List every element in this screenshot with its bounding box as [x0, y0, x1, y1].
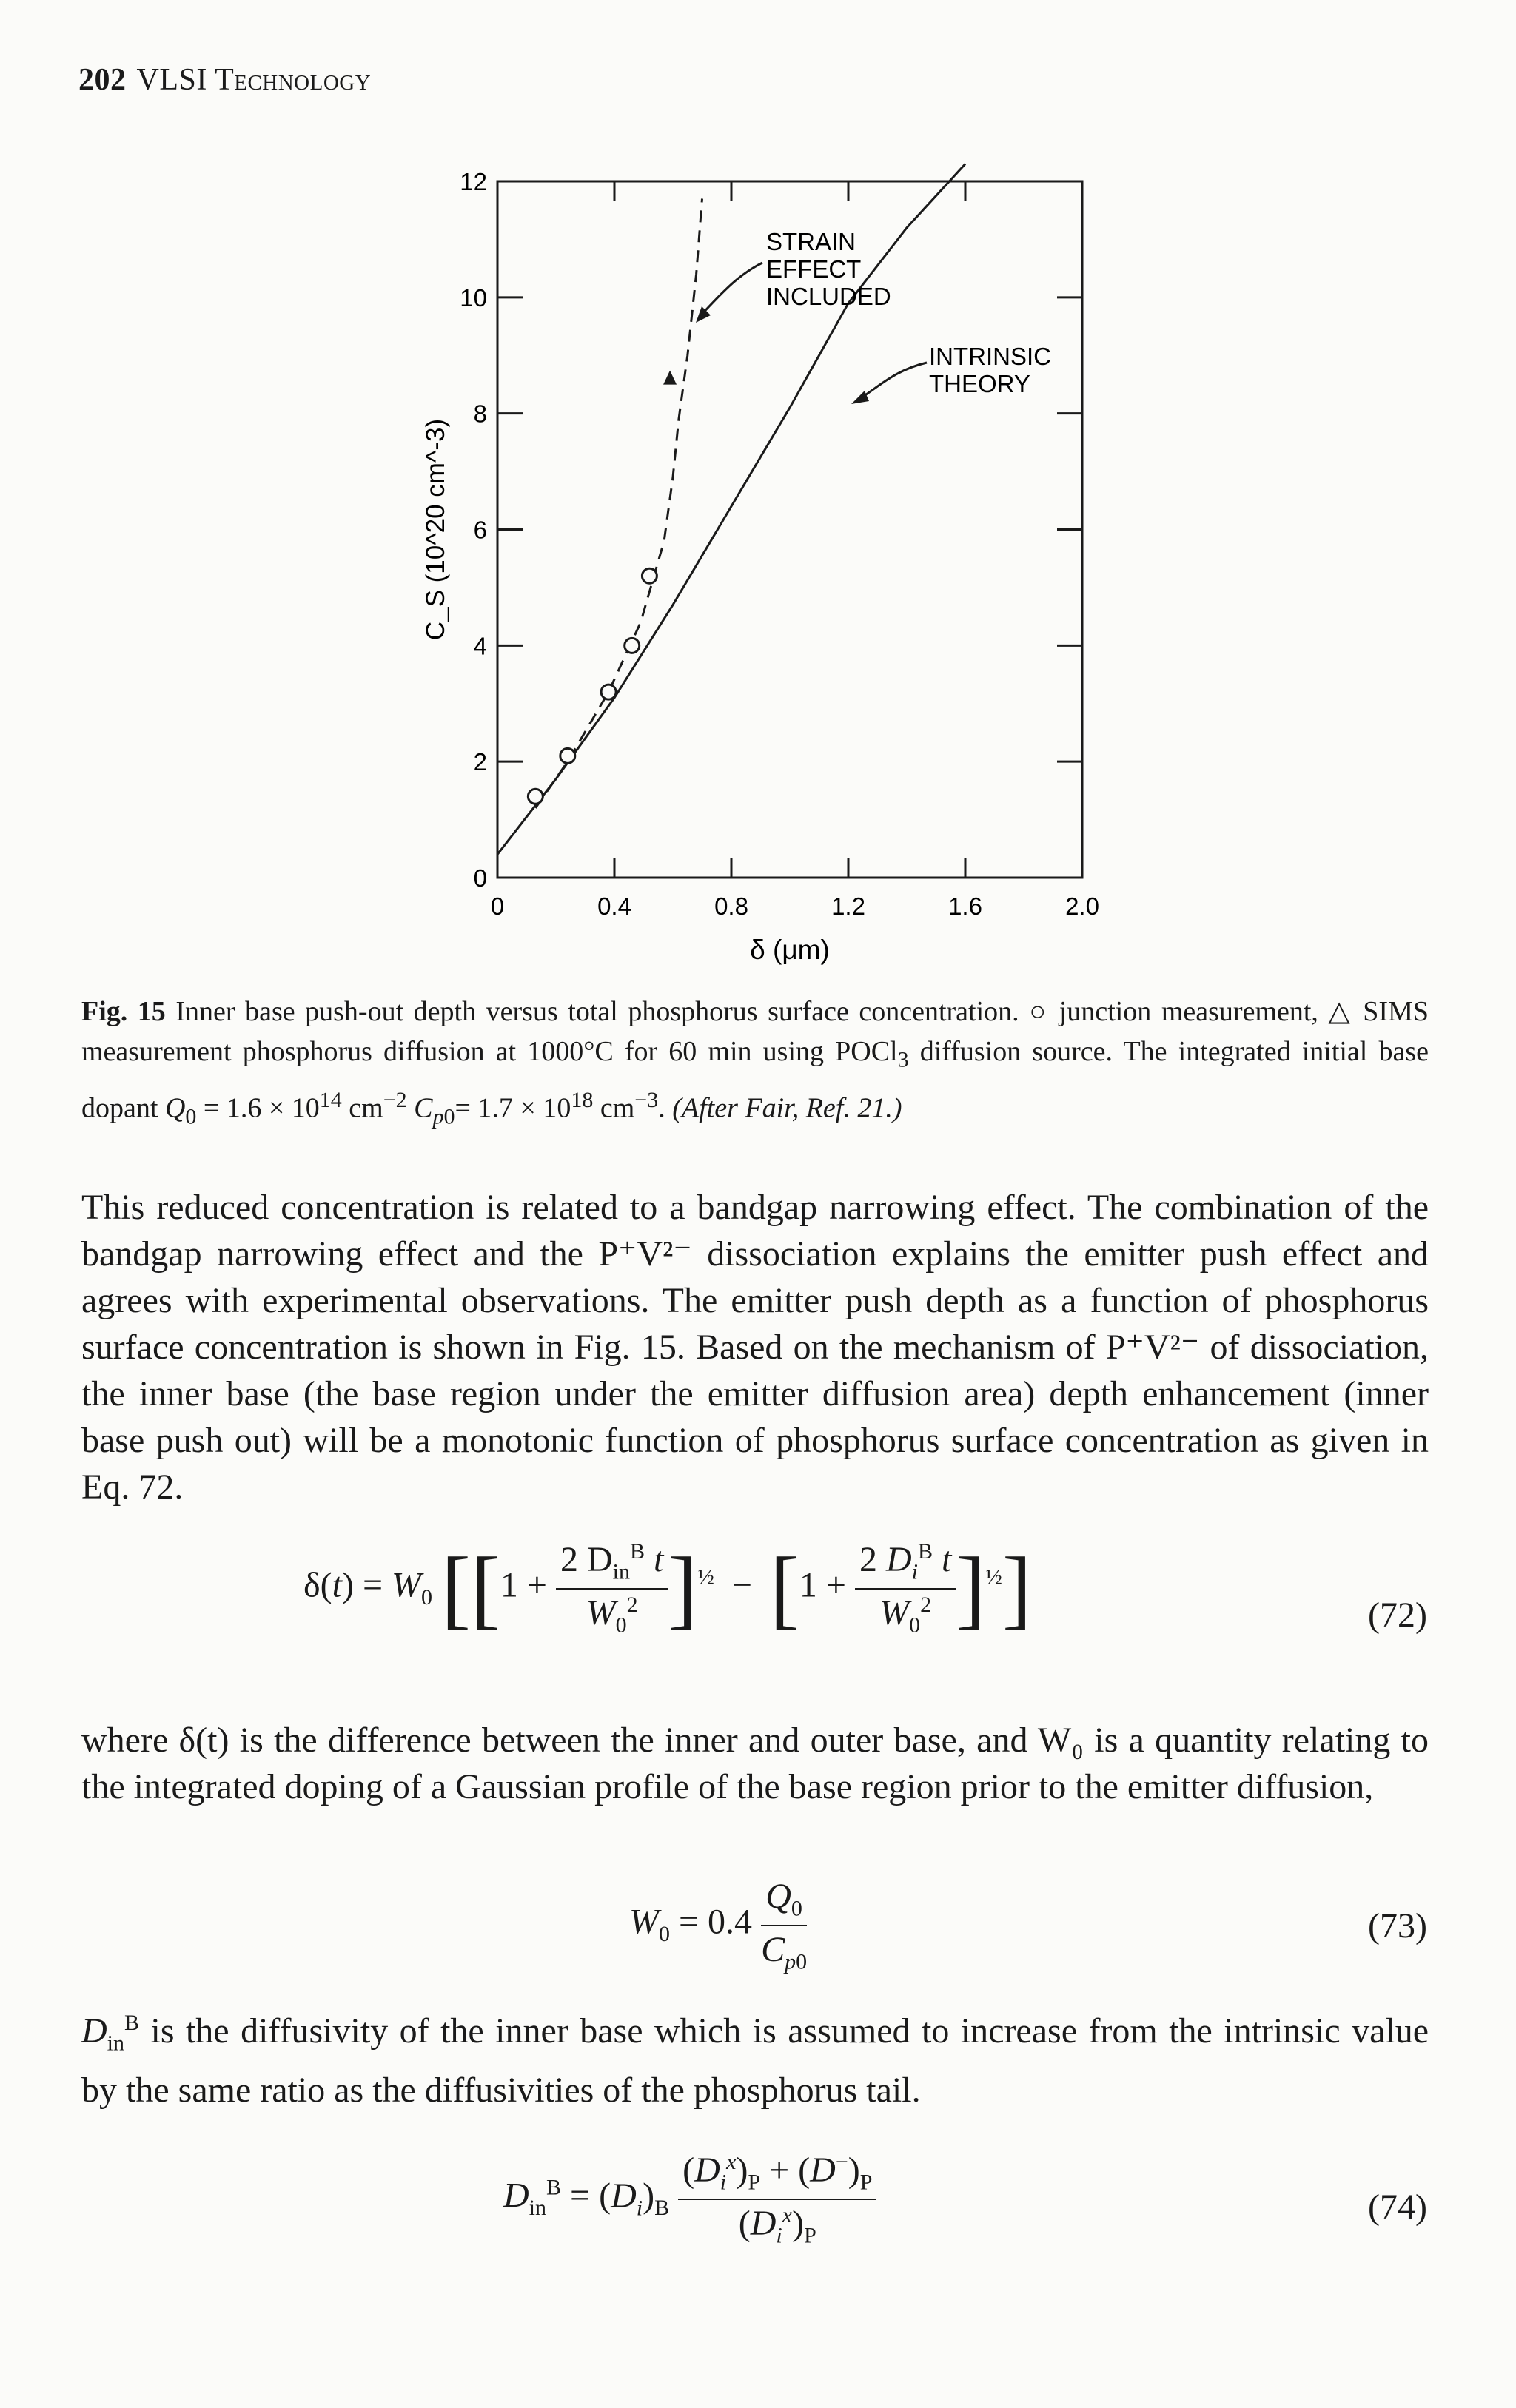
equation-73-number: (73) — [1368, 1906, 1427, 1945]
junction-data-point — [642, 568, 657, 583]
circle-symbol-icon: ○ — [1029, 996, 1050, 1027]
y-tick-label: 6 — [473, 516, 487, 544]
strain-leader-line — [700, 263, 762, 317]
sims-data-point — [663, 371, 677, 385]
caption-label: Fig. 15 — [81, 996, 166, 1027]
book-title: VLSI Technology — [136, 63, 372, 97]
junction-data-point — [625, 638, 640, 653]
figure-caption: Fig. 15 Inner base push-out depth versus total phosphorus surface concentration. ○ junction measurement, △ SIMS measurement phosphorus diffusion at 1000°C for 60 min using POCl$_3$ diffusion source. The integrated initial base dopant $Q_0 = 1.6 \times 10^{14}$ $cm^{-2}$ $C_{p0}= 1.7 \times 10^{18}$ $cm^{-3}$. (After Fair, Ref. 21.) — [81, 996, 1429, 1129]
y-tick-label: 10 — [460, 283, 487, 312]
strain-annotation-label: INCLUDED — [766, 283, 891, 310]
caption-text-3: SIMS measurement phosphorus diffusion at 1000°C for 60 min using POCl — [81, 996, 1429, 1067]
caption-text-2: junction measurement, — [1059, 996, 1318, 1027]
equation-73: $W_0 = 0.4$ $\frac{Q_0}{C_{p0}}$ — [629, 1877, 808, 1974]
y-tick-label: 2 — [473, 748, 487, 776]
equation-74-number: (74) — [1368, 2187, 1427, 2227]
intrinsic-leader-line — [859, 363, 927, 400]
strain-effect-curve — [535, 199, 702, 808]
paragraph-3-text: is the diffusivity of the inner base which is assumed to increase from the intrinsic value by the same ratio as the diffusivities of the phosphorus tail. — [81, 2011, 1429, 2110]
strain-annotation-label: STRAIN — [766, 228, 856, 255]
q0-value: = 1.6 × 10 — [203, 1092, 320, 1124]
junction-data-point — [560, 748, 575, 763]
caption-text-1: Inner base push-out depth versus total phosphorus surface concentration. — [175, 996, 1019, 1027]
x-axis-label: δ (μm) — [750, 935, 830, 965]
intrinsic-arrow-icon — [851, 391, 869, 404]
equation-74: $D_{in}^B = (D_i)_B$ $\frac{(D_i^x)_P + (D^-)_P}{(D_i^x)_P}$ — [503, 2150, 876, 2248]
equation-72: $\delta(t) = W_0$ [[1 + $\frac{2 D_{in}^B t}{W_0^2}$ ]$^{\frac{1}{2}}$ − [1 + $\frac{2 D_i^B t}{W_0^2}$ ]$^{\frac{1}{2}}$] — [303, 1538, 1032, 1638]
x-tick-label: 0.4 — [597, 892, 631, 920]
x-tick-label: 1.2 — [831, 892, 865, 920]
caption-attribution: (After Fair, Ref. 21.) — [672, 1092, 902, 1124]
cp0-value: = 1.7 × 10 — [455, 1092, 571, 1124]
y-tick-label: 0 — [473, 864, 487, 892]
y-tick-label: 12 — [460, 168, 487, 195]
x-tick-label: 0.8 — [714, 892, 748, 920]
strain-annotation-label: EFFECT — [766, 255, 862, 283]
x-tick-label: 0 — [490, 892, 505, 920]
intrinsic-annotation-label: THEORY — [929, 370, 1030, 397]
junction-data-point — [528, 789, 543, 804]
paragraph-3: $D_{in}^B$ is the diffusivity of the inner base which is assumed to increase from the intrinsic value by the same ratio as the diffusivities of the phosphorus tail. — [81, 2011, 1429, 2110]
y-tick-label: 8 — [473, 400, 487, 428]
equation-72-number: (72) — [1368, 1595, 1427, 1635]
triangle-symbol-icon: △ — [1328, 996, 1353, 1027]
caption-text-4: diffusion source. The integrated initial base dopant — [81, 1036, 1429, 1124]
page-number: 202 — [78, 63, 127, 97]
x-tick-label: 2.0 — [1065, 892, 1099, 920]
figure-15-chart — [0, 0, 1516, 977]
intrinsic-annotation-label: INTRINSIC — [929, 343, 1051, 370]
paragraph-1: This reduced concentration is related to a bandgap narrowing effect. The combination of the bandgap narrowing effect and the P⁺V²⁻ dissociation explains the emitter push effect and agrees with experimental observations. The emitter push depth as a function of phosphorus surface concentration is shown in Fig. 15. Based on the mechanism of P⁺V²⁻ of dissociation, the inner base (the base region under the emitter diffusion area) depth enhancement (inner base push out) will be a monotonic function of phosphorus surface concentration as given in Eq. 72. — [81, 1188, 1429, 1507]
x-tick-label: 1.6 — [948, 892, 982, 920]
y-tick-label: 4 — [473, 632, 487, 660]
y-axis-label: C_S (10^20 cm^-3) — [421, 418, 450, 641]
junction-data-point — [601, 685, 616, 699]
paragraph-2: where δ(t) is the difference between the inner and outer base, and W₀ is a quantity relating to the integrated doping of a Gaussian profile of the base region prior to the emitter diffusion, — [81, 1721, 1429, 1806]
